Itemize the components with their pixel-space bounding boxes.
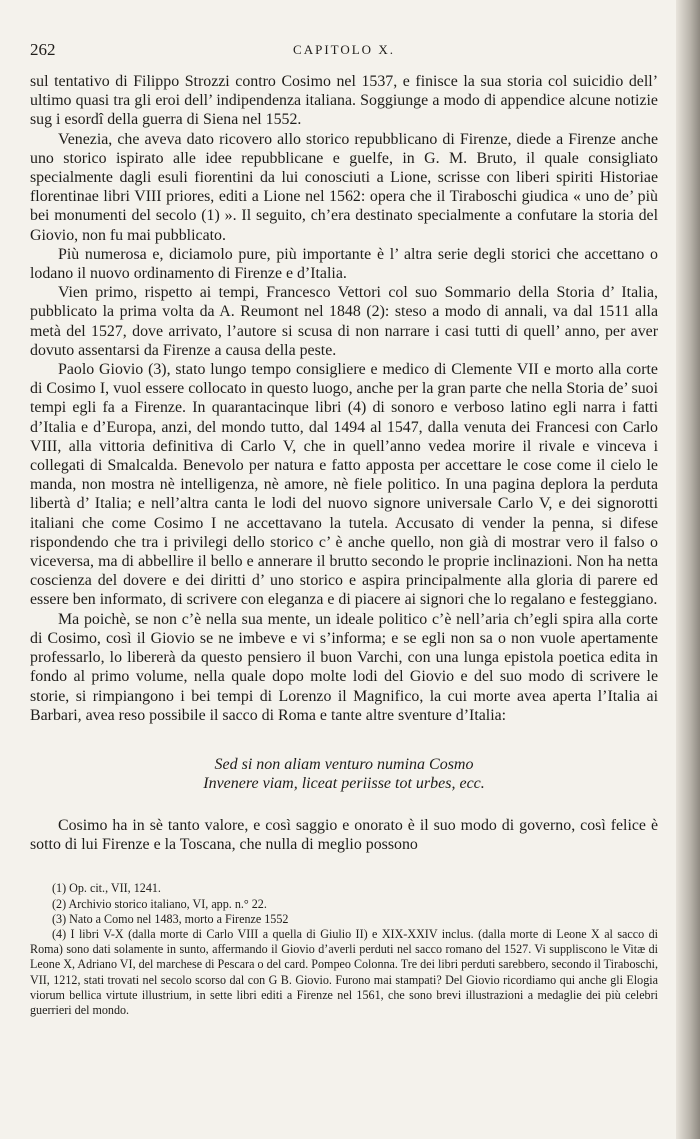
paragraph: sul tentativo di Filippo Strozzi contro Cosimo nel 1537, e finisce la sua storia col suicidio dell’ ultimo quasi tra gli eroi dell’ indipendenza italiana. Soggiunge a modo di appendice alcune notizie sug i esordî della guerra di Siena nel 1552. bbox=[30, 73, 658, 129]
footnote: (3) Nato a Como nel 1483, morto a Firenze 1552 bbox=[52, 911, 289, 926]
paragraph: Ma poichè, se non c’è nella sua mente, un ideale politico c’è nell’aria ch’egli spira alla corte di Cosimo, così il Giovio se ne imbeve e vi s’informa; e se egli non sa o non vuole apertamente professarlo, lo libererà da questo pensiero il buon Varchi, con una lunga epistola poetica edita in fondo al primo volume, nella quale dopo molte lodi del Giovio e del suo modo di scrivere le storie, si rimpiangono i bei tempi di Lorenzo il Magnifico, la cui morte avea aperta l’Italia ai Barbari, avea reso possibile il sacco di Roma e tante altre sventure d’Italia: bbox=[30, 610, 658, 724]
paragraph: Paolo Giovio (3), stato lungo tempo consigliere e medico di Clemente VII e morto alla corte di Cosimo I, vuol essere collocato in questo luogo, anche per la gran parte che nella Storia de’ suoi tempi egli fa a Firenze. In quarantacinque libri (4) di sonoro e verboso latino egli narra i fatti d’Italia e d’Europa, anzi, del mondo tutto, dal 1494 al 1547, dalla venuta dei Francesi con Carlo VIII, alla vittoria definitiva di Carlo V, che in quell’anno vedea morire il rivale e vinceva i collegati di Smalcalda. Benevolo per natura e fatto apposta per accettare le cose come il cielo le manda, non mostra nè intelligenza, nè amore, nè fiele politico. In una pagina deplora la perduta libertà d’ Italia; e nell’altra canta le lodi del nuovo signore universale Carlo V, e dei signorotti italiani che come Cosimo I ne accettavano la tutela. Accusato di vender la penna, si difese rispondendo che tra i privilegi dello storico c’ è anche quello, non già di mostrar vero il falso o viceversa, ma di abbellire il bello e annerare il brutto secondo le proprie inclinazioni. Non ha netta coscienza del dovere e dei diritti d’ uno storico e aspira principalmente alla gloria di parere ed essere ben informato, di scrivere con eleganza e di piacere ai signori che lo regalano e festeggiano. bbox=[30, 361, 658, 609]
paragraph: Vien primo, rispetto ai tempi, Francesco Vettori col suo Sommario della Storia d’ Italia, pubblicato la prima volta da A. Reumont nel 1848 (2): steso a modo di annali, va dal 1511 alla metà del 1527, dove arrivato, l’autore si scusa di non narrare i casi tutti di quell’ anno, per aver dovuto assentarsi da Firenze a causa della peste. bbox=[30, 284, 658, 359]
page-number: 262 bbox=[30, 40, 56, 59]
footnote: (2) Archivio storico italiano, VI, app. n.° 22. bbox=[52, 896, 267, 911]
page-header bbox=[30, 36, 658, 60]
footnotes bbox=[30, 881, 658, 1018]
footnote: (4) I libri V-X (dalla morte di Carlo VIII a quella di Giulio II) e XIX-XXIV inclus. (dalla morte di Leone X al sacco di Roma) sono dati solamente in sunto, affermando il Giovio d’averli perduti nel sacco romano del 1527. Vi suppliscono le Vitæ di Leone X, Adriano VI, del marchese di Pescara o del card. Pompeo Colonna. Tre dei libri perduti sarebbero, secondo il Tiraboschi, VII, 1212, stati trovati nel secolo scorso dal con G B. Giovio. Furono mai stampati? Del Giovio ricordiamo qui anche gli Elogia viorum bellica virtute illustrium, in sette libri editi a Firenze nel 1561, che sono brevi illustrazioni a medaglie dei più celebri guerrieri del mondo. bbox=[30, 926, 658, 1017]
paragraph: Venezia, che aveva dato ricovero allo storico repubblicano di Firenze, diede a Firenze anche uno storico ispirato alle idee repubblicane e guelfe, in G. M. Bruto, il quale consigliato specialmente dagli esuli fiorentini da lui conosciuti a Lione, scrisse con liberi spiriti Historiae florentinae libri VIII priores, editi a Lione nel 1562: opera che il Tiraboschi giudica « uno de’ più bei monumenti del secolo (1) ». Il seguito, ch’era destinato specialmente a confutare la storia del Giovio, non fu mai pubblicato. bbox=[30, 130, 658, 244]
verse-line: Sed si non aliam venturo numina Cosmo bbox=[214, 755, 474, 773]
footnote: (1) Op. cit., VII, 1241. bbox=[52, 881, 161, 896]
book-spine-shadow bbox=[676, 0, 700, 1139]
paragraph: Più numerosa e, diciamolo pure, più importante è l’ altra serie degli storici che accettano o lodano il nuovo ordinamento di Firenze e d’Italia. bbox=[30, 245, 658, 283]
verse-quotation bbox=[30, 755, 658, 794]
book-page bbox=[30, 36, 658, 1018]
verse-line: Invenere viam, liceat periisse tot urbes, ecc. bbox=[203, 775, 485, 793]
body-text bbox=[30, 72, 658, 854]
paragraph: Cosimo ha in sè tanto valore, e così saggio e onorato è il suo modo di governo, così felice è sotto di lui Firenze e la Toscana, che nulla di meglio possono bbox=[30, 816, 658, 854]
running-title: CAPITOLO X. bbox=[293, 42, 395, 57]
